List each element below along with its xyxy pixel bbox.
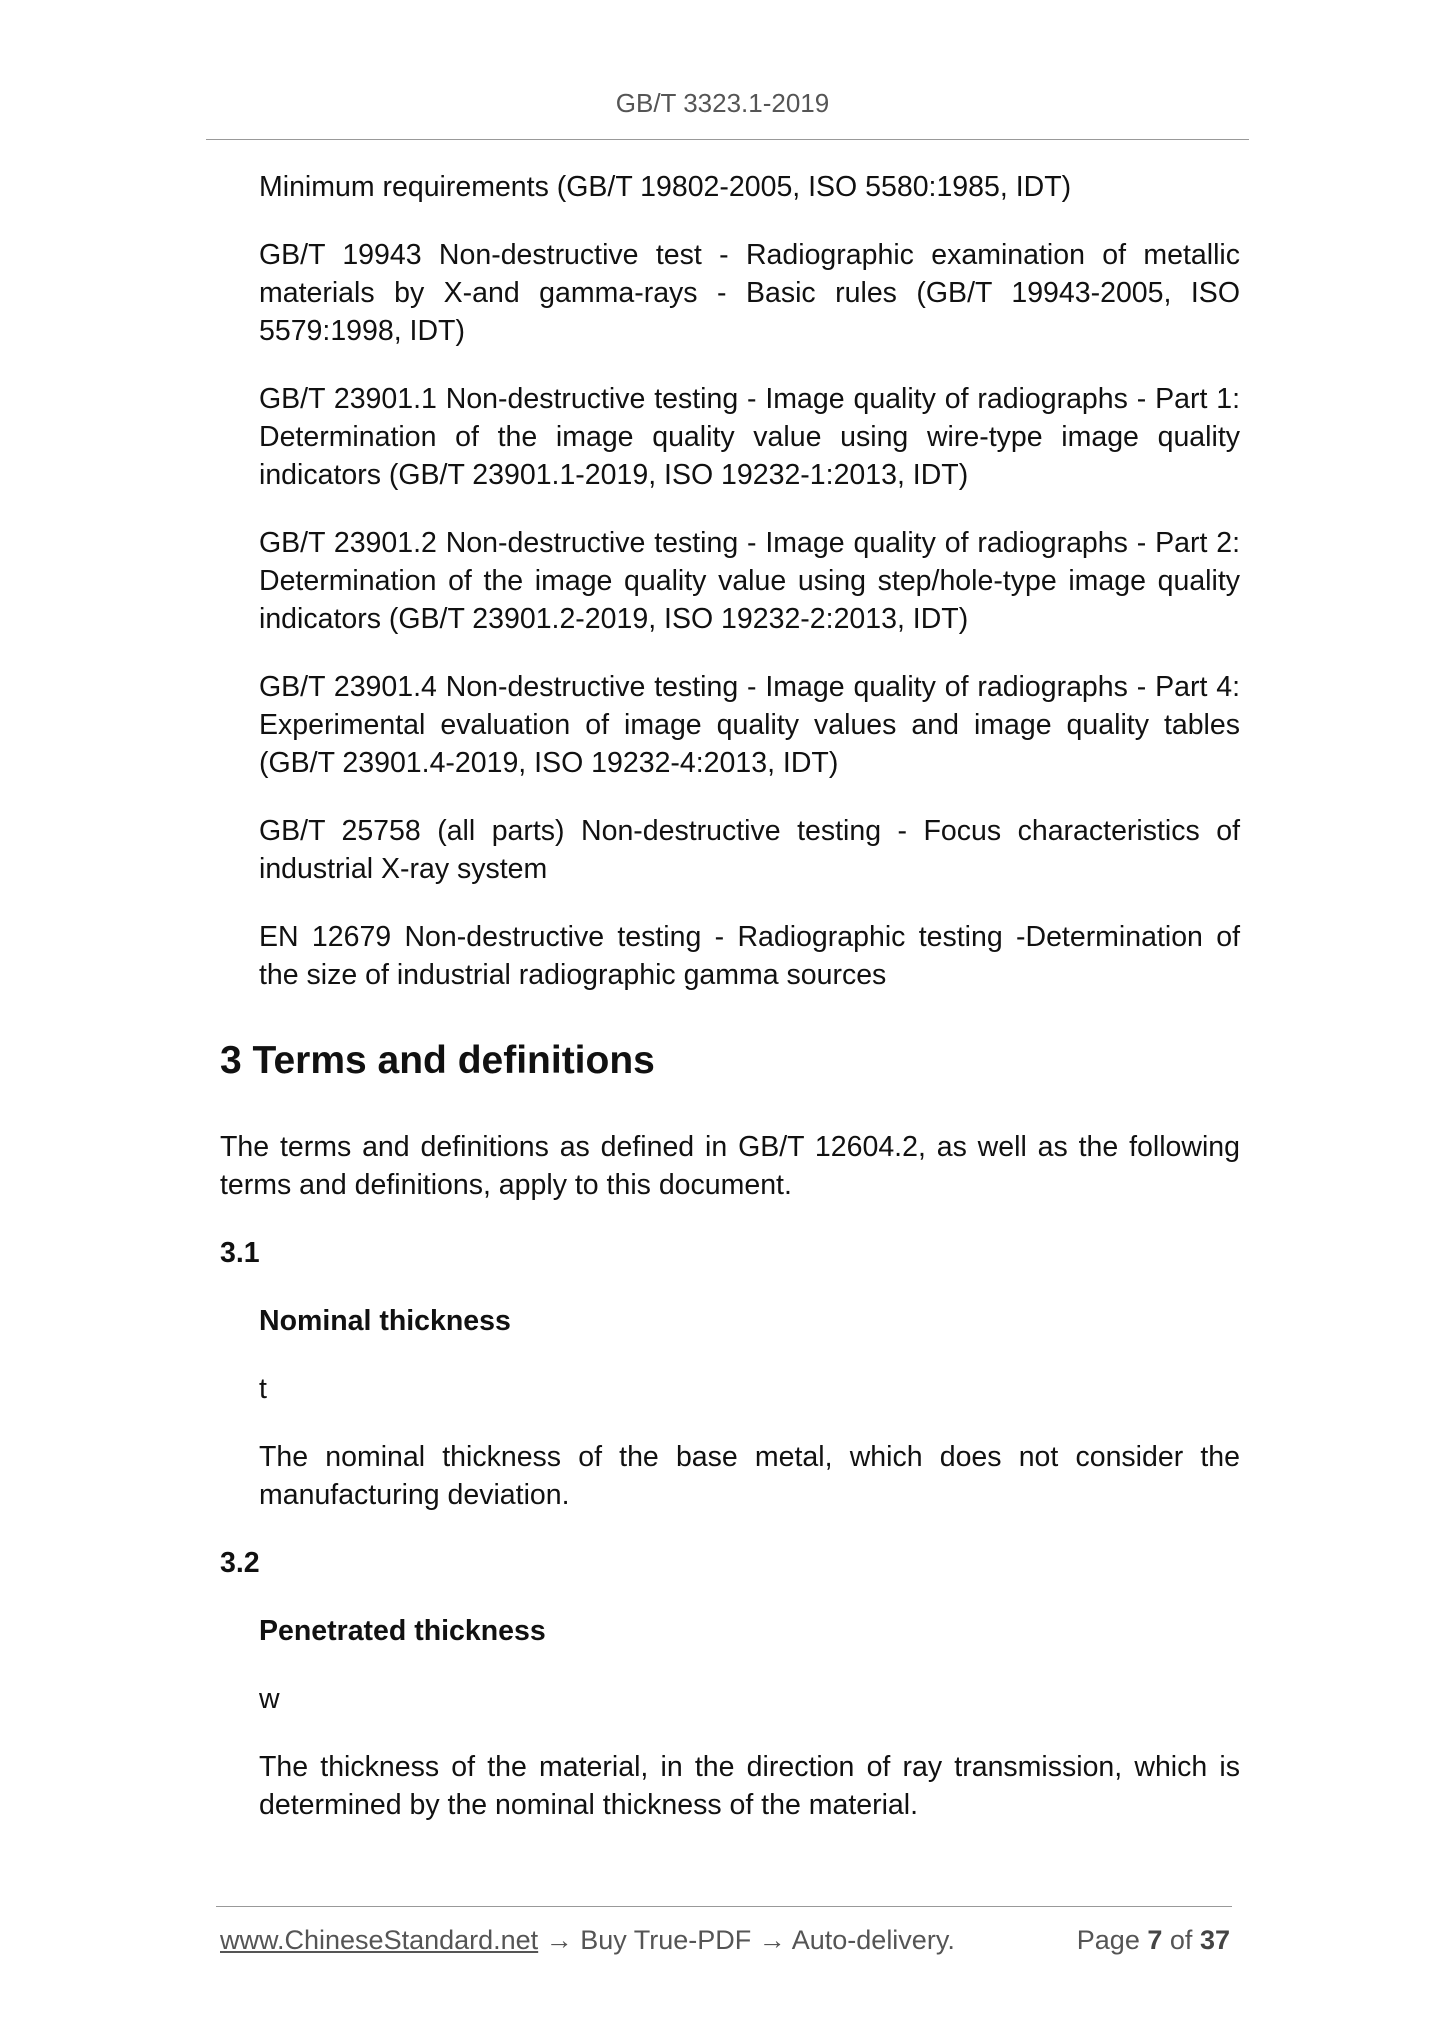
- reference-entry: EN 12679 Non-destructive testing - Radiographic testing -Determination of the size of industrial radiographic gamma sources: [259, 921, 1240, 991]
- reference-entry: GB/T 23901.4 Non-destructive testing - Image quality of radiographs - Part 4: Experimental evaluation of image quality values and image quality tables (GB/T 23901.4-2019, ISO 19232-4:2013, IDT): [259, 671, 1240, 779]
- footer-promo: [220, 1922, 955, 1958]
- reference-entry: Minimum requirements (GB/T 19802-2005, ISO 5580:1985, IDT): [259, 171, 1072, 203]
- page-total: 37: [1199, 1925, 1230, 1955]
- page-indicator: [1077, 1922, 1230, 1958]
- header-divider: [206, 139, 1249, 140]
- term-symbol: w: [259, 1683, 280, 1715]
- reference-entry: GB/T 19943 Non-destructive test - Radiographic examination of metallic materials by X-and gamma-rays - Basic rules (GB/T 19943-2005, ISO 5579:1998, IDT): [259, 239, 1240, 347]
- document-body: [220, 168, 1240, 1854]
- footer-divider: [216, 1906, 1232, 1907]
- website-link[interactable]: www.ChineseStandard.net: [220, 1925, 539, 1955]
- page-number: 7: [1147, 1925, 1163, 1955]
- page-header-title: GB/T 3323.1-2019: [615, 88, 830, 118]
- term-symbol: t: [259, 1373, 267, 1405]
- term-definition: The thickness of the material, in the direction of ray transmission, which is determined by the nominal thickness of the material.: [259, 1751, 1240, 1821]
- page-label: Page: [1076, 1925, 1140, 1955]
- term-definition: The nominal thickness of the base metal, which does not consider the manufacturing deviation.: [259, 1441, 1240, 1511]
- of-label: of: [1169, 1925, 1193, 1955]
- reference-entry: GB/T 25758 (all parts) Non-destructive testing - Focus characteristics of industrial X-ray system: [259, 815, 1240, 885]
- reference-entry: GB/T 23901.2 Non-destructive testing - Image quality of radiographs - Part 2: Determination of the image quality value using step/hole-type image quality indicators (GB/T 23901.2-2019, ISO 19232-2:2013, IDT): [259, 527, 1240, 635]
- term-title: Nominal thickness: [259, 1305, 511, 1337]
- term-number: 3.2: [220, 1547, 260, 1579]
- section-intro: The terms and definitions as defined in GB/T 12604.2, as well as the following terms and definitions, apply to this document.: [220, 1131, 1240, 1201]
- term-title: Penetrated thickness: [259, 1615, 546, 1647]
- reference-entry: GB/T 23901.1 Non-destructive testing - Image quality of radiographs - Part 1: Determination of the image quality value using wire-type image quality indicators (GB/T 23901.1-2019, ISO 19232-1:2013, IDT): [259, 383, 1240, 491]
- section-heading: 3 Terms and definitions: [220, 1039, 655, 1082]
- footer-tagline: → Buy True-PDF → Auto-delivery.: [538, 1925, 955, 1955]
- term-number: 3.1: [220, 1237, 260, 1269]
